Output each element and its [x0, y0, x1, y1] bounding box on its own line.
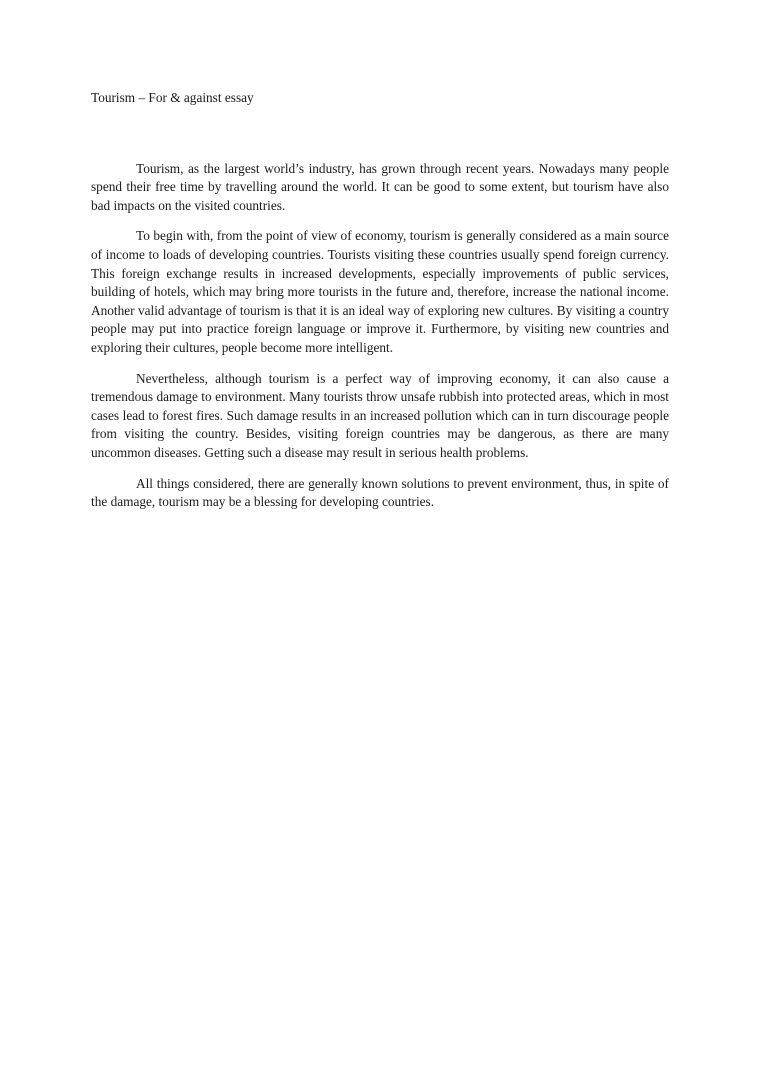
document-body — [91, 89, 669, 524]
paragraph-introduction: Tourism, as the largest world’s industry, has grown through recent years. Nowadays many people spend their free time by travelling around the world. It can be good to some extent, but tourism have also bad impacts on the visited countries. — [91, 160, 669, 213]
paragraph-conclusion: All things considered, there are generally known solutions to prevent environment, thus, in spite of the damage, tourism may be a blessing for developing countries. — [91, 475, 669, 510]
document-title: Tourism – For & against essay — [91, 90, 254, 105]
paragraph-disadvantages: Nevertheless, although tourism is a perfect way of improving economy, it can also cause a tremendous damage to environment. Many tourists throw unsafe rubbish into protected areas, which in most cases lead to forest fires. Such damage results in an increased pollution which can in turn discourage people from visiting the country. Besides, visiting foreign countries may be dangerous, as there are many uncommon diseases. Getting such a disease may result in serious health problems. — [91, 370, 669, 460]
paragraph-advantages: To begin with, from the point of view of economy, tourism is generally considered as a main source of income to loads of developing countries. Tourists visiting these countries usually spend foreign currency. This foreign exchange results in increased developments, especially improvements of public services, building of hotels, which may bring more tourists in the future and, therefore, increase the national income. Another valid advantage of tourism is that it is an ideal way of exploring new cultures. By visiting a country people may put into practice foreign language or improve it. Furthermore, by visiting new countries and exploring their cultures, people become more intelligent. — [91, 228, 669, 355]
